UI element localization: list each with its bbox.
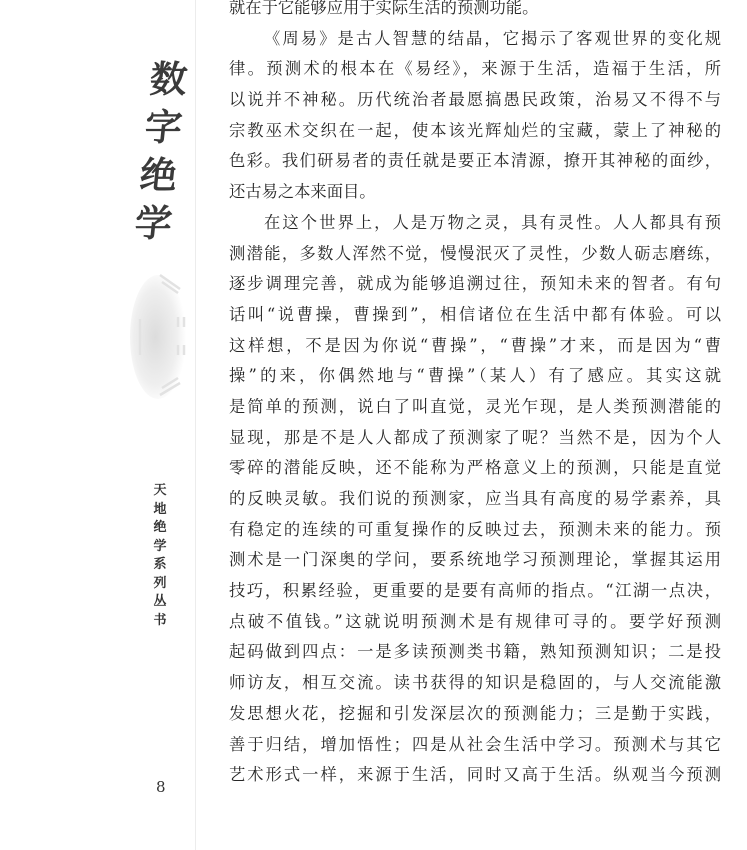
text-line: 这样想，不是因为你说“曹操”，“曹操”才来，而是因为“曹: [229, 335, 721, 355]
text-line: 以说并不神秘。历代统治者最愿搞愚民政策，治易又不得不与: [229, 90, 721, 110]
text-line: 话叫“说曹操，曹操到”，相信诸位在生活中都有体验。可以: [229, 304, 721, 324]
text-line: 有稳定的连续的可重复操作的反映过去，预测未来的能力。预: [229, 519, 721, 539]
margin-rule: [195, 0, 196, 850]
body-text: [229, 0, 721, 791]
text-line: 色彩。我们研易者的责任就是要正本清源，撩开其神秘的面纱，: [229, 151, 721, 171]
text-line: 的反映灵敏。我们说的预测家，应当具有高度的易学素养，具: [229, 489, 721, 508]
text-line: 发思想火花，挖掘和引发深层次的预测能力；三是勤于实践，: [229, 703, 721, 723]
text-line: 在这个世界上，人是万物之灵，具有灵性。人人都具有预: [264, 212, 721, 232]
text-line: 操”的来，你偶然地与“曹操”（某人）有了感应。其实这就: [229, 366, 721, 386]
taiji-watermark-icon: [118, 255, 198, 420]
page-number: 8: [156, 778, 166, 796]
text-line: 还古易之本来面目。: [229, 182, 376, 202]
text-line: 测术是一门深奥的学问，要系统地学习预测理论，掌握其运用: [229, 550, 721, 570]
text-line: 就在于它能够应用于实际生活的预测功能。: [229, 0, 539, 17]
text-line: 是简单的预测，说白了叫直觉，灵光乍现，是人类预测潜能的: [229, 396, 721, 416]
text-line: 零碎的潜能反映，还不能称为严格意义上的预测，只能是直觉: [229, 458, 721, 478]
text-line: 艺术形式一样，来源于生活，同时又高于生活。纵观当今预测: [229, 765, 721, 785]
text-line: 宗教巫术交织在一起，使本该光辉灿烂的宝藏，蒙上了神秘的: [229, 120, 721, 140]
text-line: 善于归结，增加悟性；四是从社会生活中学习。预测术与其它: [229, 734, 721, 754]
text-line: 技巧，积累经验，更重要的是要有高师的指点。“江湖一点决，: [229, 581, 721, 601]
text-line: 点破不值钱。”这就说明预测术是有规律可寻的。要学好预测: [229, 611, 721, 631]
text-line: 逐步调理完善，就成为能够追溯过往，预知未来的智者。有句: [229, 274, 721, 294]
text-line: 测潜能，多数人浑然不觉，慢慢泯灭了灵性，少数人砺志磨练，: [229, 243, 721, 263]
book-title: 数字绝学: [132, 57, 190, 245]
text-line: 《周易》是古人智慧的结晶，它揭示了客观世界的变化规: [264, 28, 721, 48]
text-line: 显现，那是不是人人都成了预测家了呢？当然不是，因为个人: [229, 427, 721, 447]
text-line: 师访友，相互交流。读书获得的知识是稳固的，与人交流能激: [229, 673, 721, 693]
series-name: 天地绝学系列丛书: [153, 483, 167, 628]
text-line: 律。预测术的根本在《易经》，来源于生活，造福于生活，所: [229, 59, 721, 79]
text-line: 起码做到四点：一是多读预测类书籍，熟知预测知识；二是投: [229, 642, 721, 662]
